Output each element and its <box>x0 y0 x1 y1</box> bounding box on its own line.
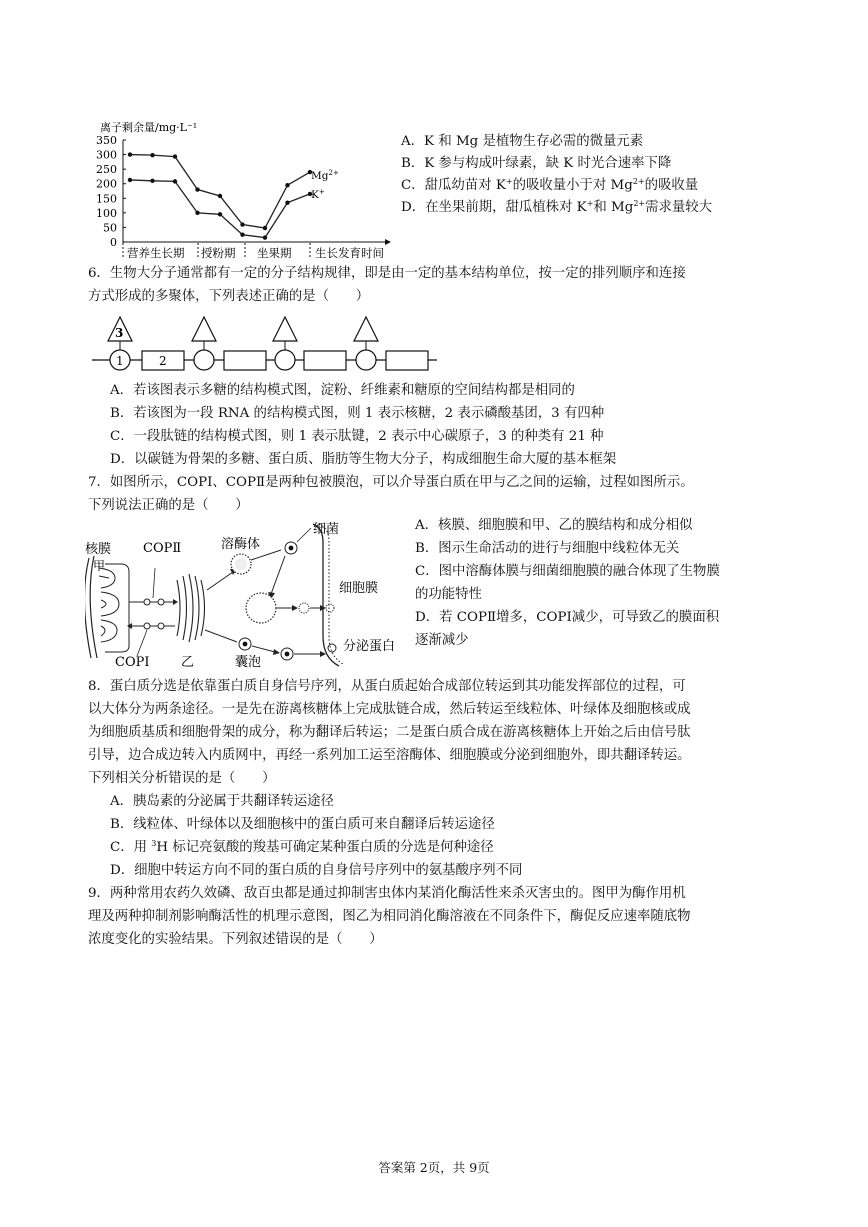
mg-data-point <box>150 153 154 157</box>
q7-option-c-cont: 的功能特性 <box>415 587 482 602</box>
arrow-head <box>173 599 178 605</box>
secretory-content <box>285 652 290 657</box>
mg-data-point <box>240 222 244 226</box>
copii-vesicle <box>144 599 150 605</box>
label-2: 2 <box>159 354 167 368</box>
q5-option-b[interactable]: B．K 参与构成叶绿素，缺 K 时光合速率下降 <box>401 156 672 171</box>
x-axis-arrow <box>385 239 391 245</box>
q5-option-d[interactable]: D．在坐果前期，甜瓜植株对 K+和 $Mg^{2+}$需求量较大 <box>401 199 713 215</box>
q8-stem-line: 下列相关分析错误的是（ ） <box>88 771 276 786</box>
q8-stem-line: 为细胞质基质和细胞骨架的成分，称为翻译后转运；二是蛋白质合成在游离核糖体上开始之后由信号肽 <box>88 725 691 740</box>
q7-option-c[interactable]: C．图中溶酶体膜与细菌细胞膜的融合体现了生物膜 <box>415 564 720 579</box>
chart-xlabel: 生长发育时间 <box>315 246 384 260</box>
golgi-apparatus <box>177 574 205 642</box>
y-tick-label: 250 <box>96 163 117 177</box>
mg-data-point <box>218 194 222 198</box>
q7-option-d-cont: 逐渐减少 <box>415 633 469 648</box>
y-tick-label: 50 <box>103 221 117 235</box>
exocytosis-vesicle <box>326 604 334 612</box>
q7-stem-line: 下列说法正确的是（ ） <box>88 498 249 513</box>
q5-option-a[interactable]: A．K 和 Mg 是植物生存必需的微量元素 <box>401 134 644 149</box>
side-group-triangle <box>354 317 378 341</box>
k-series-line <box>130 180 310 238</box>
secretory-vesicle <box>328 644 336 652</box>
q6-stem-line: 方式形成的多聚体，下列表述正确的是（ ） <box>88 289 370 304</box>
unit-circle <box>275 350 295 370</box>
k-data-point <box>285 200 289 204</box>
mg-data-point <box>285 183 289 187</box>
label-jia: 甲 <box>93 559 106 573</box>
side-group-triangle <box>273 317 297 341</box>
k-data-point <box>240 233 244 237</box>
vesicle-transport-diagram <box>85 518 415 670</box>
lysosome-content <box>235 558 247 570</box>
unit-box <box>386 351 428 370</box>
y-tick-label: 100 <box>96 206 117 220</box>
y-ticks <box>96 134 126 249</box>
label-3: 3 <box>115 326 124 340</box>
q9-stem-line: 理及两种抑制剂影响酶活性的机理示意图，图乙为相同消化酶溶液在不同条件下，酶促反应速率随底物 <box>88 909 691 924</box>
label-vesicle: 囊泡 <box>235 655 262 670</box>
k-data-point <box>173 179 177 183</box>
k-data-point <box>128 178 132 182</box>
label-yi: 乙 <box>181 655 195 670</box>
q8-stem-line: 8．蛋白质分选是依靠蛋白质自身信号序列，从蛋白质起始合成部位转运到其功能发挥部位的过程，可 <box>88 679 686 694</box>
label-secreted-protein: 分泌蛋白 <box>343 639 396 654</box>
q6-stem-line: 6．生物大分子通常都有一定的分子结构规律，即是由一定的基本结构单位，按一定的排列顺序和连接 <box>88 266 686 281</box>
q7-option-d[interactable]: D．若 COPⅡ增多，COPⅠ减少，可导致乙的膜面积 <box>415 610 720 625</box>
q8-option-b[interactable]: B．线粒体、叶绿体以及细胞核中的蛋白质可来自翻译后转运途径 <box>110 817 495 832</box>
mg-data-point <box>263 226 267 230</box>
q7-option-b[interactable]: B．图示生命活动的进行与细胞中线粒体无关 <box>415 541 680 556</box>
cell-membrane <box>313 524 339 666</box>
unit-box <box>224 351 266 370</box>
label-1: 1 <box>116 354 124 368</box>
unit-box <box>304 351 346 370</box>
label-bacteria: 细菌 <box>313 522 340 537</box>
y-tick-label: 200 <box>96 177 117 191</box>
unit-circle <box>356 350 376 370</box>
unit-circle <box>194 350 214 370</box>
page-footer: 答案第 2页，共 9页 <box>378 1160 490 1175</box>
period-label-vegetative: 营养生长期 <box>127 246 185 260</box>
y-tick-label: 150 <box>96 192 117 206</box>
pointer <box>137 630 147 656</box>
q6-option-d[interactable]: D．以碳链为骨架的多糖、蛋白质、脂肪等生物大分子，构成细胞生命大厦的基本框架 <box>110 452 617 467</box>
side-group-triangle <box>192 317 216 341</box>
arrow-head <box>292 605 298 611</box>
y-tick-label: 350 <box>96 134 117 147</box>
q5-option-c[interactable]: C．甜瓜幼苗对 K+的吸收量小于对 $Mg^{2+}$的吸收量 <box>401 177 699 193</box>
q9-stem-line: 9．两种常用农药久效磷、敌百虫都是通过抑制害虫体内某消化酶活性来杀灭害虫的。图甲为酶作用机 <box>88 886 686 901</box>
bacterium <box>289 546 294 551</box>
arrow-head <box>273 649 280 655</box>
k-series-label: K+ <box>311 188 325 201</box>
copi-vesicle <box>144 623 150 629</box>
q6-option-a[interactable]: A．若该图表示多糖的结构模式图，淀粉、纤维素和糖原的空间结构都是相同的 <box>110 383 575 398</box>
label-nuclear-membrane: 核膜 <box>85 542 112 557</box>
secretion-path <box>205 630 237 642</box>
secretion-path <box>252 646 275 652</box>
phagolysosome <box>246 593 276 623</box>
copii-vesicle <box>158 599 164 605</box>
ion-remaining-chart <box>85 118 405 260</box>
q6-option-b[interactable]: B．若该图为一段 RNA 的结构模式图，则 1 表示核糖，2 表示磷酸基团，3 有四种 <box>110 406 605 421</box>
label-copi: COPⅠ <box>115 655 150 670</box>
mg-series-label: $Mg^{2+}$ <box>311 169 339 182</box>
label-lysosome: 溶酶体 <box>221 537 261 552</box>
k-data-point <box>263 235 267 239</box>
period-label-pollination: 授粉期 <box>201 246 236 260</box>
polymer-structure-diagram <box>92 314 442 378</box>
secretory-content <box>243 642 248 647</box>
q6-option-c[interactable]: C．一段肽链的结构模式图，则 1 表示肽键，2 表示中心碳原子，3 的种类有 21 种 <box>110 429 604 444</box>
k-data-point <box>195 211 199 215</box>
q7-option-a[interactable]: A．核膜、细胞膜和甲、乙的膜结构和成分相似 <box>415 518 693 533</box>
label-cell-membrane: 细胞膜 <box>339 581 379 596</box>
k-data-point <box>150 179 154 183</box>
q9-stem-line: 浓度变化的实验结果。下列叙述错误的是（ ） <box>88 932 383 947</box>
q8-option-a[interactable]: A．胰岛素的分泌属于共翻译转运途径 <box>110 794 334 809</box>
y-tick-label: 300 <box>96 148 117 162</box>
residual-body <box>299 603 309 613</box>
y-tick-label: 0 <box>110 236 117 249</box>
q8-stem-line: 引导，边合成边转入内质网中，再经一系列加工运至溶酶体、细胞膜或分泌到细胞外，即共翻译转运。 <box>88 748 691 763</box>
endoplasmic-reticulum <box>99 564 129 652</box>
mg-data-point <box>173 154 177 158</box>
q8-stem-line: 以大体分为两条途径。一是先在游离核糖体上完成肽链合成，然后转运至线粒体、叶绿体及细胞核或成 <box>88 702 691 717</box>
fusion-arrow <box>271 556 285 594</box>
k-data-point <box>218 212 222 216</box>
pointer <box>297 528 311 542</box>
mg-data-point <box>128 152 132 156</box>
data-points <box>128 152 312 239</box>
mg-series-line <box>130 155 310 228</box>
label-copii: COPⅡ <box>143 541 182 556</box>
q7-stem-line: 7．如图所示，COPⅠ、COPⅡ是两种包被膜泡，可以介导蛋白质在甲与乙之间的运输，过程如图所示。 <box>88 475 694 490</box>
copi-vesicle <box>158 623 164 629</box>
golgi-to-lysosome <box>207 572 233 590</box>
mg-data-point <box>195 187 199 191</box>
period-label-fruit-setting: 坐果期 <box>257 246 292 260</box>
pointer <box>153 568 155 598</box>
q8-option-c[interactable]: C．用 $^3$H 标记亮氨酸的羧基可确定某种蛋白质的分选是何种途径 <box>110 839 494 855</box>
q8-option-d[interactable]: D．细胞中转运方向不同的蛋白质的自身信号序列中的氨基酸序列不同 <box>110 863 523 878</box>
chart-ylabel: 离子剩余量/mg·L⁻¹ <box>100 121 198 134</box>
